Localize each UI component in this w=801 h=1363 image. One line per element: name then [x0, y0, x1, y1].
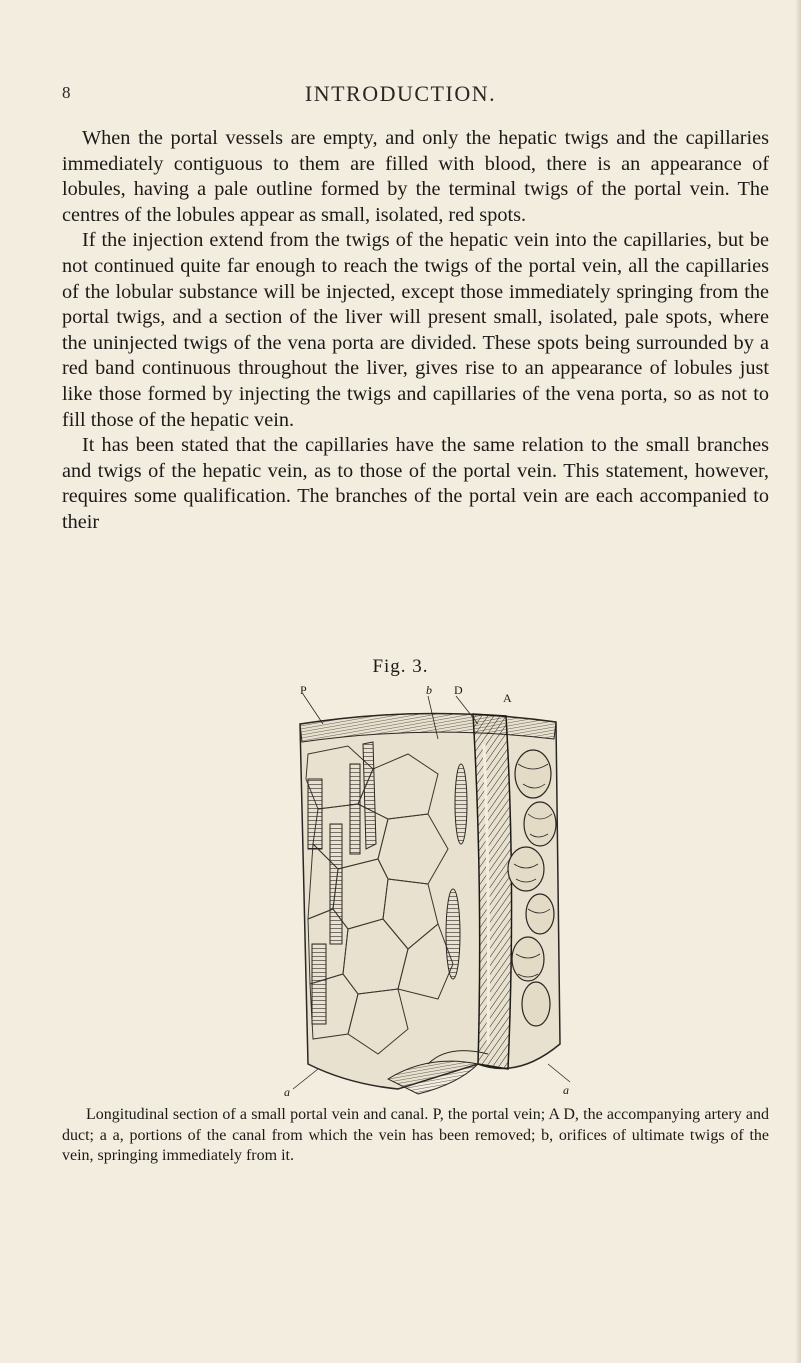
running-head: INTRODUCTION. — [304, 81, 497, 106]
figure-letter-a-right: a — [563, 1083, 569, 1097]
paragraph: When the portal vessels are empty, and only the hepatic twigs and the capillaries immediately contiguous to them are filled with blood, there is an appearance of lobules, having a pale outline formed by the terminal twigs of the portal vein. The centres of the lobules appear as small, isolated, red spots. — [62, 127, 769, 226]
figure-label: Fig. 3. — [372, 656, 429, 677]
liver-section-illustration — [278, 684, 578, 1104]
caption-text: Longitudinal section of a small portal vein and canal. P, the portal vein; A D, the accompanying artery and duct; a a, portions of the canal from which the vein has been removed; b, orifices of ultimate twigs of the vein, springing immediately from it. — [62, 1106, 769, 1164]
figure-letter-p: P — [300, 684, 307, 697]
figure-caption — [62, 1105, 769, 1167]
page-edge — [795, 0, 801, 1363]
paragraph: It has been stated that the capillaries have the same relation to the small branches and twigs of the hepatic vein, as to those of the portal vein. This statement, however, requires some qualification. The branches of the portal vein are each accompanied to their — [62, 434, 769, 533]
figure-letter-a-upper: A — [503, 691, 512, 705]
figure-letter-a-left: a — [284, 1085, 290, 1099]
figure-letter-b: b — [426, 684, 432, 697]
page-number: 8 — [62, 83, 71, 102]
figure-letter-d: D — [454, 684, 463, 697]
body-text — [62, 126, 769, 536]
engraving-figure — [278, 684, 578, 1104]
paragraph: If the injection extend from the twigs of the hepatic vein into the capillaries, but be not continued quite far enough to reach the twigs of the portal vein, all the capillaries of the lobular substance will be injected, except those immediately springing from the portal twigs, and a section of the liver will present small, isolated, pale spots, where the uninjected twigs of the vena porta are divided. These spots being surrounded by a red band continuous throughout the liver, gives rise to an appearance of lobules just like those formed by injecting the twigs and capillaries of the vena porta, so as not to fill those of the hepatic vein. — [62, 229, 769, 431]
portal-vein-channel — [473, 714, 512, 1069]
